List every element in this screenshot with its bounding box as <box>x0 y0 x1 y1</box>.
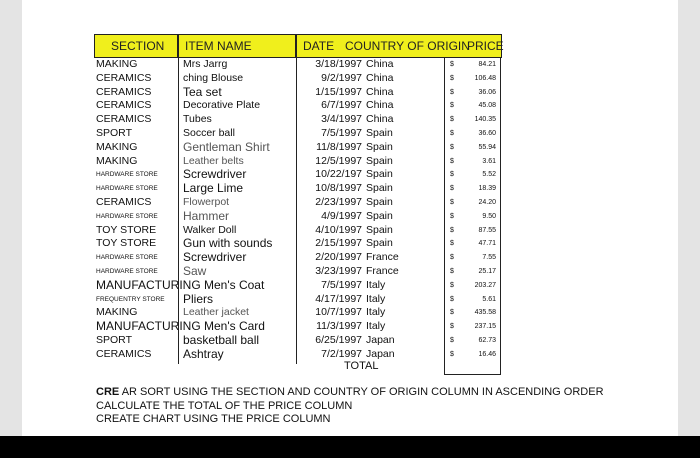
section-cell: TOY STORE <box>96 237 157 250</box>
table-row <box>94 182 502 196</box>
currency-symbol: $ <box>450 171 454 179</box>
table-row <box>94 58 502 72</box>
taskbar <box>0 436 700 458</box>
table-row <box>94 224 502 238</box>
currency-symbol: $ <box>450 212 454 220</box>
table-row <box>94 113 502 127</box>
table-row <box>94 168 502 182</box>
item-cell: Mrs Jarrg <box>183 58 228 70</box>
header-section-label: SECTION <box>111 39 165 53</box>
table-row <box>94 348 502 362</box>
section-cell: CERAMICS <box>96 113 152 126</box>
item-cell: Decorative Plate <box>183 99 261 112</box>
price-cell: 18.39 <box>478 185 496 193</box>
date-cell: 10/7/1997 <box>315 306 362 319</box>
section-cell: HARDWARE STORE <box>96 268 158 275</box>
item-cell <box>183 320 293 334</box>
currency-symbol: $ <box>450 323 454 331</box>
table-row <box>94 251 502 265</box>
header-date-label: DATE <box>303 39 335 53</box>
country-cell: China <box>366 99 394 112</box>
country-cell: Italy <box>366 278 386 291</box>
section-cell: TOY STORE <box>96 223 157 236</box>
date-cell: 10/8/1997 <box>315 182 362 195</box>
date-cell: 4/9/1997 <box>321 209 362 222</box>
price-cell: 7.55 <box>482 254 496 262</box>
price-table <box>94 34 502 374</box>
date-cell: 11/8/1997 <box>316 140 362 153</box>
country-cell: Spain <box>366 196 393 208</box>
date-cell: 10/22/197 <box>315 168 362 181</box>
header-date-country-price <box>296 34 502 58</box>
currency-symbol: $ <box>450 309 454 317</box>
item-cell: Tea set <box>183 85 222 99</box>
currency-symbol: $ <box>450 88 454 96</box>
instruction-line-2: CALCULATE THE TOTAL OF THE PRICE COLUMN <box>96 399 353 412</box>
instruction-prefix: CRE <box>96 386 120 398</box>
date-cell: 6/7/1997 <box>321 99 362 112</box>
instructions <box>96 386 604 427</box>
item-cell: Screwdriver <box>183 251 247 265</box>
price-cell: 47.71 <box>478 240 496 248</box>
currency-symbol: $ <box>450 199 454 206</box>
country-cell: Italy <box>366 306 386 319</box>
price-cell: 55.94 <box>478 143 496 151</box>
total-box-bottom <box>444 374 501 375</box>
country-cell: China <box>366 71 394 84</box>
item-cell: Soccer ball <box>183 127 235 139</box>
section-cell: HARDWARE STORE <box>96 212 158 220</box>
table-row <box>94 155 502 169</box>
table-row <box>94 334 502 348</box>
country-cell: Italy <box>366 292 386 305</box>
section-cell: HARDWARE STORE <box>96 185 158 193</box>
section-cell: MANUFACTURING Men's Coat <box>96 278 265 292</box>
price-cell: 84.21 <box>478 61 496 68</box>
country-cell: Spain <box>366 168 393 181</box>
currency-symbol: $ <box>450 102 454 110</box>
date-cell: 2/20/1997 <box>315 251 362 264</box>
country-cell: China <box>366 113 394 126</box>
price-cell: 45.08 <box>478 102 496 110</box>
price-cell: 36.06 <box>478 88 496 96</box>
country-cell: Spain <box>366 140 393 153</box>
header-country-label: COUNTRY OF ORIGIN <box>345 39 470 53</box>
date-cell: 12/5/1997 <box>315 154 362 167</box>
table-row <box>94 279 502 293</box>
section-cell: MAKING <box>96 154 138 167</box>
country-cell: China <box>366 58 394 70</box>
total-label: TOTAL <box>344 360 379 372</box>
currency-symbol: $ <box>450 185 454 193</box>
table-row <box>94 237 502 251</box>
price-cell: 36.60 <box>478 130 496 137</box>
table-row <box>94 293 502 307</box>
table-row <box>94 99 502 113</box>
date-cell: 7/5/1997 <box>321 278 362 291</box>
section-cell: SPORT <box>96 127 132 139</box>
currency-symbol: $ <box>450 337 454 344</box>
instruction-text-1: AR SORT USING THE SECTION AND COUNTRY OF ORIGIN COLUMN IN ASCENDING ORDER <box>121 386 604 398</box>
country-cell: Spain <box>366 237 393 250</box>
currency-symbol: $ <box>450 157 454 165</box>
price-cell: 203.27 <box>474 281 496 289</box>
currency-symbol: $ <box>450 226 454 234</box>
price-cell: 16.46 <box>478 350 496 358</box>
currency-symbol: $ <box>450 254 454 262</box>
country-cell: Spain <box>366 182 393 195</box>
country-cell: Spain <box>366 127 393 139</box>
section-cell: MAKING <box>96 306 138 319</box>
item-cell: Large Lime <box>183 182 244 196</box>
price-cell: 62.73 <box>478 337 496 344</box>
item-cell <box>183 279 293 293</box>
item-cell: ching Blouse <box>183 71 244 84</box>
header-section <box>94 34 178 58</box>
currency-symbol: $ <box>450 130 454 137</box>
price-cell: 25.17 <box>478 268 496 275</box>
currency-symbol: $ <box>450 268 454 275</box>
item-cell: Gun with sounds <box>183 237 273 251</box>
section-cell: HARDWARE STORE <box>96 171 158 179</box>
price-cell: 140.35 <box>474 116 496 124</box>
country-cell: China <box>366 85 394 98</box>
date-cell: 4/17/1997 <box>315 292 362 305</box>
item-cell: Screwdriver <box>183 168 247 182</box>
item-cell: Ashtray <box>183 347 224 361</box>
item-cell: Gentleman Shirt <box>183 140 270 154</box>
country-cell: Spain <box>366 209 393 222</box>
date-cell: 3/18/1997 <box>315 58 362 70</box>
instruction-line-3: CREATE CHART USING THE PRICE COLUMN <box>96 413 331 425</box>
section-cell: CERAMICS <box>96 347 152 360</box>
item-cell: Walker Doll <box>183 223 237 236</box>
item-cell: basketball ball <box>183 334 260 347</box>
item-cell: Pliers <box>183 292 214 306</box>
price-cell: 106.48 <box>474 74 496 82</box>
table-row <box>94 265 502 279</box>
item-cell: Saw <box>183 265 207 278</box>
section-cell: CERAMICS <box>96 85 152 98</box>
date-cell: 9/2/1997 <box>321 71 362 84</box>
section-cell: HARDWARE STORE <box>96 254 158 262</box>
section-cell: MAKING <box>96 140 138 153</box>
date-cell: 3/23/1997 <box>315 265 362 277</box>
item-cell: Tubes <box>183 113 212 126</box>
country-cell: Spain <box>366 154 393 167</box>
section-cell: CERAMICS <box>96 99 152 112</box>
table-row <box>94 127 502 141</box>
table-row <box>94 320 502 334</box>
price-cell: 24.20 <box>478 199 496 206</box>
section-cell: SPORT <box>96 334 132 346</box>
currency-symbol: $ <box>450 143 454 151</box>
price-cell: 87.55 <box>478 226 496 234</box>
table-row <box>94 210 502 224</box>
header-item <box>178 34 296 58</box>
item-cell: Leather jacket <box>183 306 249 319</box>
currency-symbol: $ <box>450 61 454 68</box>
item-cell: Leather belts <box>183 154 244 167</box>
instruction-line-1 <box>96 386 604 400</box>
date-cell: 4/10/1997 <box>315 223 362 236</box>
section-cell: MANUFACTURING Men's Card <box>96 320 265 334</box>
header-item-label: ITEM NAME <box>185 39 252 53</box>
table-row <box>94 306 502 320</box>
section-cell: MAKING <box>96 58 138 70</box>
price-cell: 435.58 <box>474 309 496 317</box>
currency-symbol: $ <box>450 116 454 124</box>
date-cell: 11/3/1997 <box>316 320 362 333</box>
price-cell: 3.61 <box>482 157 496 165</box>
price-cell: 237.15 <box>474 323 496 331</box>
date-cell: 2/23/1997 <box>315 196 362 208</box>
currency-symbol: $ <box>450 74 454 82</box>
table-row <box>94 86 502 100</box>
item-cell: Hammer <box>183 209 230 223</box>
currency-symbol: $ <box>450 295 454 303</box>
date-cell: 1/15/1997 <box>315 85 362 98</box>
section-cell: CERAMICS <box>96 196 152 208</box>
item-cell: Flowerpot <box>183 196 230 208</box>
date-cell: 6/25/1997 <box>315 334 362 346</box>
country-cell: Japan <box>366 347 395 360</box>
country-cell: France <box>366 265 399 277</box>
currency-symbol: $ <box>450 350 454 358</box>
section-cell: FREQUENTRY STORE <box>96 295 165 303</box>
price-cell: 5.52 <box>482 171 496 179</box>
section-cell: CERAMICS <box>96 71 152 84</box>
country-cell: Italy <box>366 320 386 333</box>
price-cell: 5.61 <box>482 295 496 303</box>
country-cell: Japan <box>366 334 395 346</box>
price-cell: 9.50 <box>482 212 496 220</box>
table-row <box>94 196 502 210</box>
document-page <box>22 0 678 436</box>
currency-symbol: $ <box>450 281 454 289</box>
table-row <box>94 72 502 86</box>
table-row <box>94 141 502 155</box>
date-cell: 3/4/1997 <box>321 113 362 126</box>
country-cell: Spain <box>366 223 393 236</box>
currency-symbol: $ <box>450 240 454 248</box>
date-cell: 7/5/1997 <box>321 127 362 139</box>
country-cell: France <box>366 251 399 264</box>
date-cell: 2/15/1997 <box>315 237 362 250</box>
date-cell: 7/2/1997 <box>321 347 362 360</box>
header-price-label: PRICE <box>467 39 504 53</box>
